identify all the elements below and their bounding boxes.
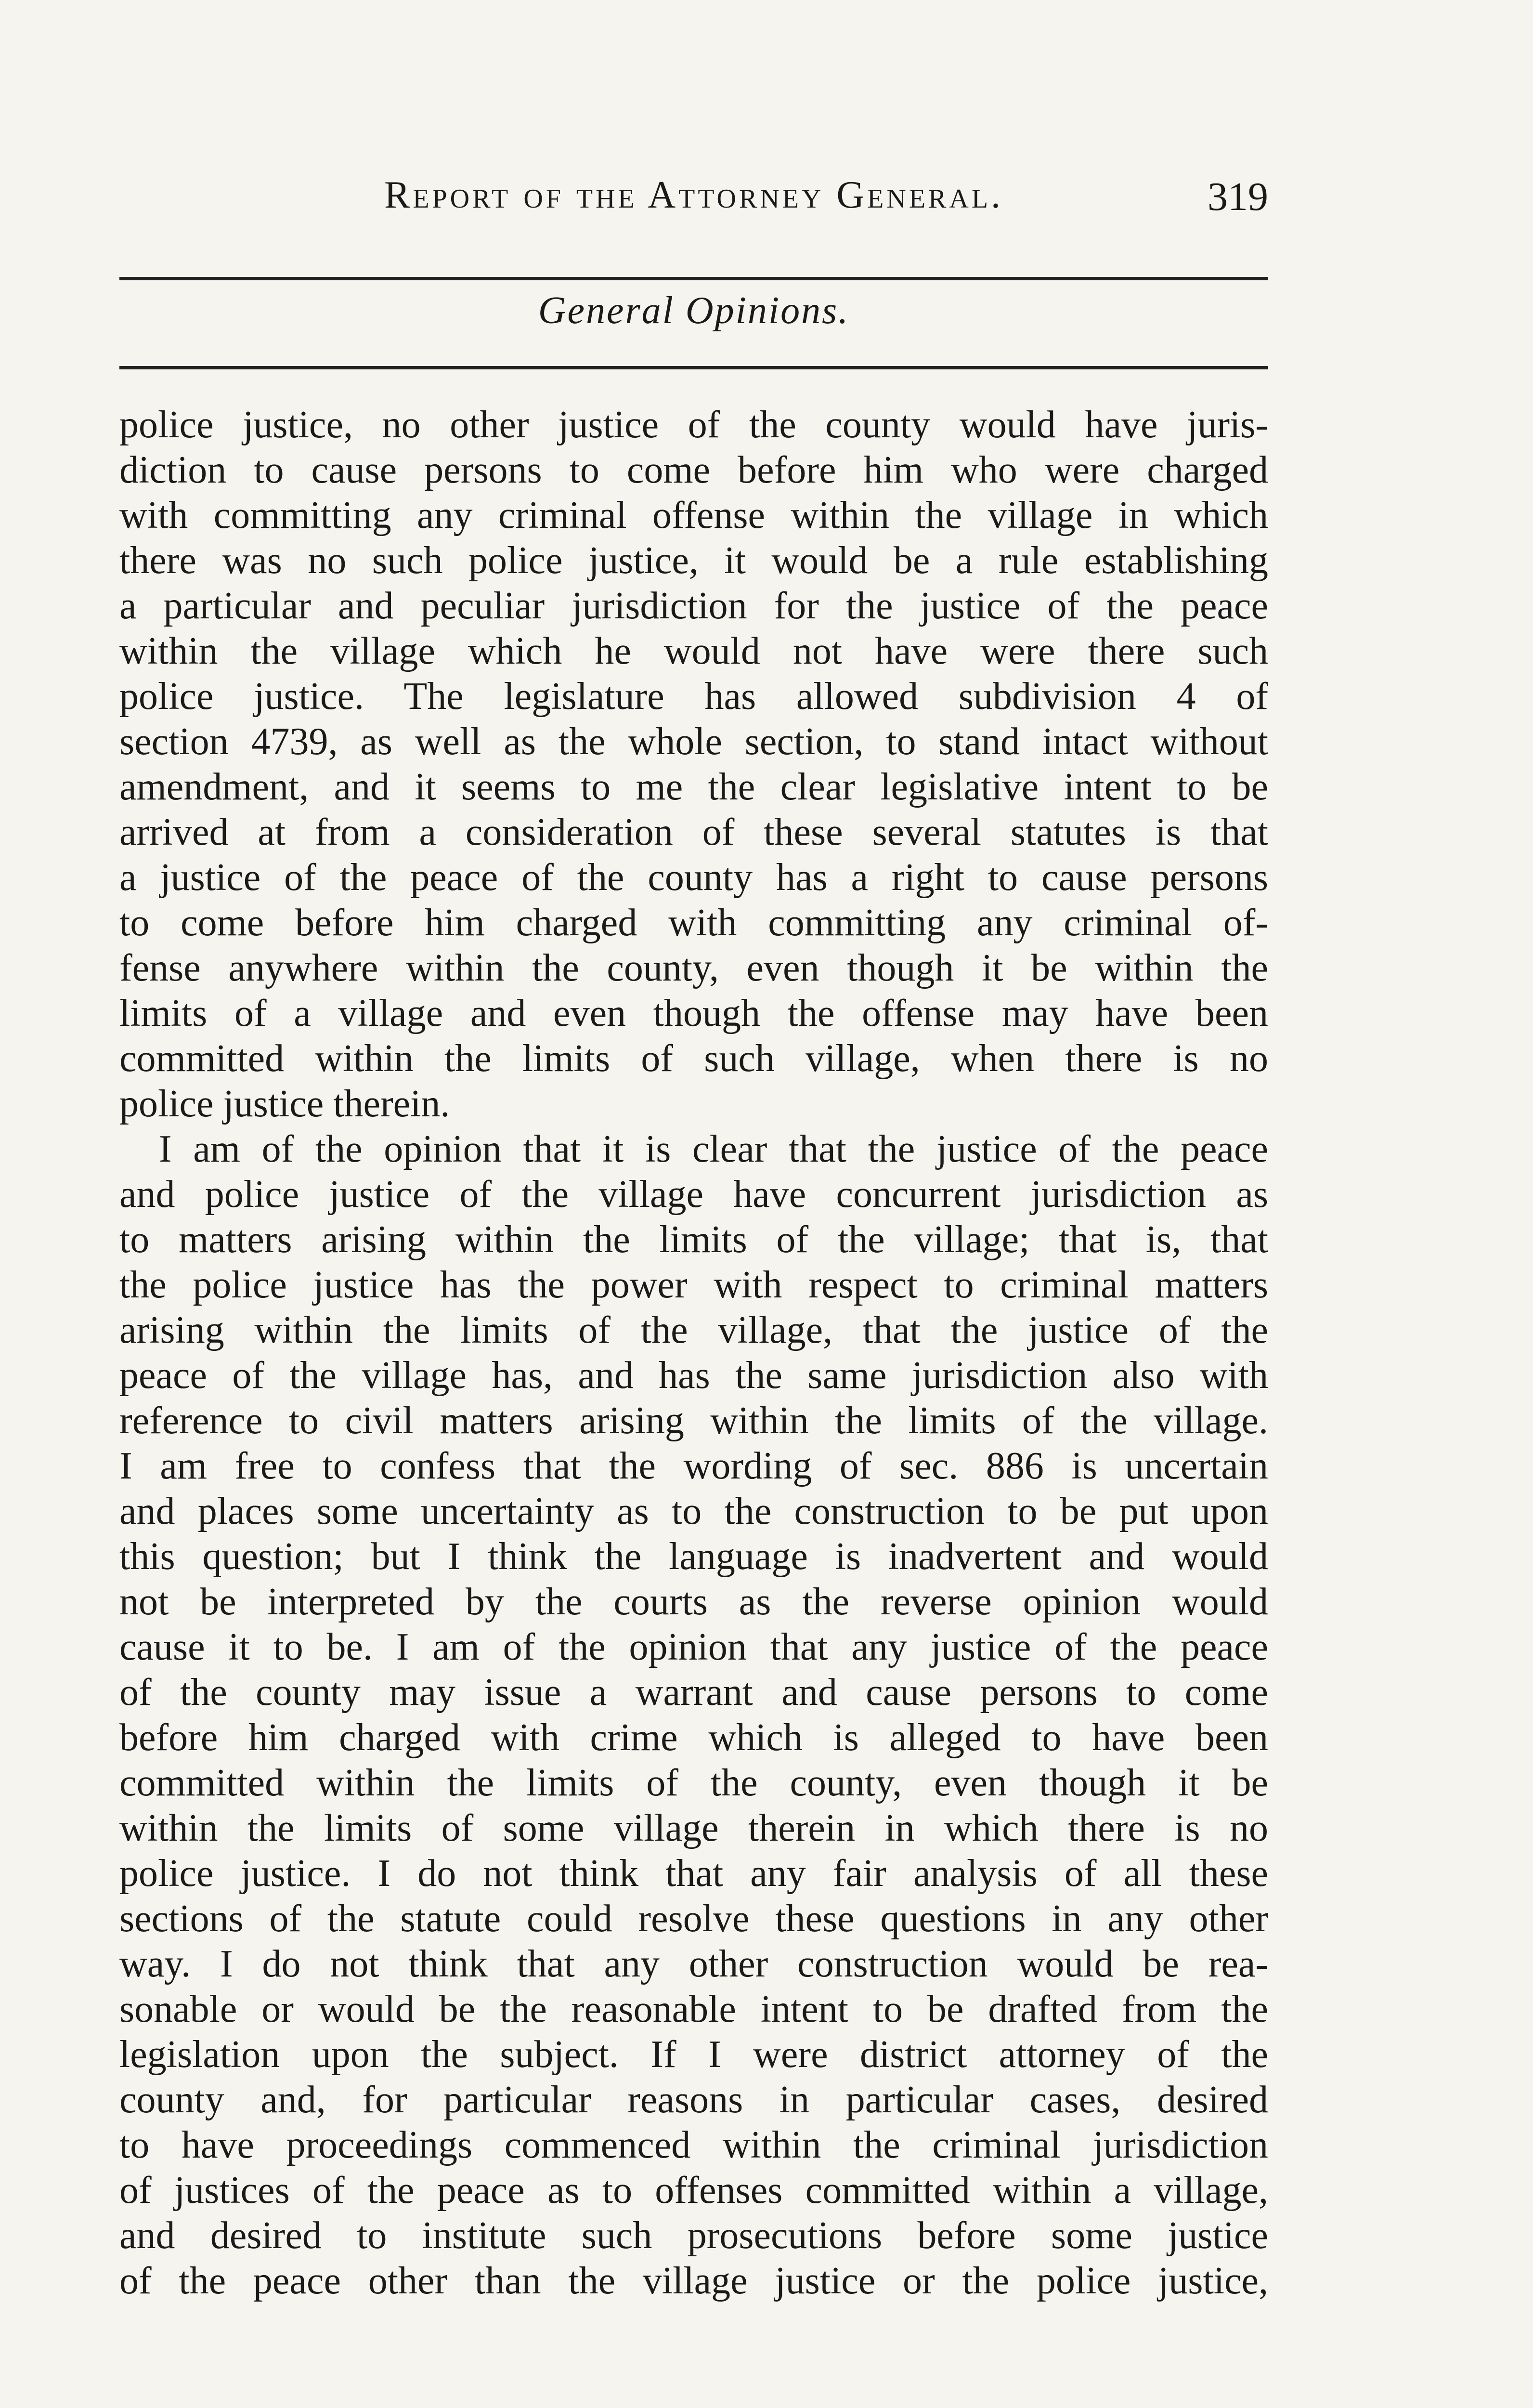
text-line: police justice. I do not think that any fair analysis of all these: [119, 1852, 1268, 1895]
text-line: police justice. The legislature has allowed subdivision 4 of: [119, 675, 1268, 718]
text-line: there was no such police justice, it would be a rule establishing: [119, 539, 1268, 582]
text-line: of justices of the peace as to offenses committed within a village,: [119, 2169, 1268, 2212]
text-line: peace of the village has, and has the same jurisdiction also with: [119, 1354, 1268, 1397]
running-title: Report of the Attorney General.: [384, 174, 1004, 216]
text-line: I am free to confess that the wording of sec. 886 is uncertain: [119, 1445, 1268, 1487]
text-line: committed within the limits of such village, when there is no: [119, 1037, 1268, 1080]
text-line: committed within the limits of the county, even though it be: [119, 1762, 1268, 1804]
text-line: of the county may issue a warrant and cause persons to come: [119, 1671, 1268, 1714]
text-line: section 4739, as well as the whole section, to stand intact without: [119, 720, 1268, 763]
header-rule-top: [119, 277, 1268, 280]
text-line: fense anywhere within the county, even though it be within the: [119, 947, 1268, 989]
text-line: limits of a village and even though the offense may have been: [119, 992, 1268, 1034]
text-line: within the limits of some village therein in which there is no: [119, 1807, 1268, 1849]
body-text: [119, 402, 1268, 2303]
page-header: [119, 173, 1268, 226]
text-line: and places some uncertainty as to the construction to be put upon: [119, 1490, 1268, 1532]
text-line: way. I do not think that any other construction would be rea-: [119, 1943, 1268, 1985]
text-line: arising within the limits of the village, that the justice of the: [119, 1309, 1268, 1351]
header-rule-bottom: [119, 366, 1268, 369]
text-line: reference to civil matters arising within the limits of the village.: [119, 1400, 1268, 1442]
text-line: diction to cause persons to come before him who were charged: [119, 449, 1268, 491]
text-line: a particular and peculiar jurisdiction for the justice of the peace: [119, 585, 1268, 627]
section-title: General Opinions.: [538, 289, 850, 332]
text-line: arrived at from a consideration of these several statutes is that: [119, 811, 1268, 853]
text-line: this question; but I think the language is inadvertent and would: [119, 1535, 1268, 1578]
text-line: sections of the statute could resolve these questions in any other: [119, 1898, 1268, 1940]
text-line: I am of the opinion that it is clear that the justice of the peace: [159, 1128, 1268, 1170]
text-line: and desired to institute such prosecutions before some justice: [119, 2214, 1268, 2257]
text-line: of the peace other than the village justice or the police justice,: [119, 2260, 1268, 2302]
text-line: within the village which he would not have were there such: [119, 630, 1268, 672]
text-line: before him charged with crime which is alleged to have been: [119, 1716, 1268, 1759]
text-line: county and, for particular reasons in particular cases, desired: [119, 2079, 1268, 2121]
text-line: the police justice has the power with respect to criminal matters: [119, 1264, 1268, 1306]
text-line: to have proceedings commenced within the criminal jurisdiction: [119, 2124, 1268, 2166]
text-line: not be interpreted by the courts as the reverse opinion would: [119, 1581, 1268, 1623]
text-line: with committing any criminal offense within the village in which: [119, 494, 1268, 537]
text-line: amendment, and it seems to me the clear legislative intent to be: [119, 766, 1268, 808]
text-line: police justice therein.: [119, 1083, 450, 1125]
page-number: 319: [1208, 174, 1268, 219]
text-line: sonable or would be the reasonable intent to be drafted from the: [119, 1988, 1268, 2030]
text-line: cause it to be. I am of the opinion that any justice of the peace: [119, 1626, 1268, 1668]
text-line: legislation upon the subject. If I were district attorney of the: [119, 2033, 1268, 2076]
text-line: to matters arising within the limits of the village; that is, that: [119, 1218, 1268, 1261]
text-line: police justice, no other justice of the county would have juris-: [119, 404, 1268, 446]
text-line: and police justice of the village have concurrent jurisdiction as: [119, 1173, 1268, 1216]
text-line: to come before him charged with committing any criminal of-: [119, 902, 1268, 944]
text-line: a justice of the peace of the county has a right to cause persons: [119, 856, 1268, 899]
